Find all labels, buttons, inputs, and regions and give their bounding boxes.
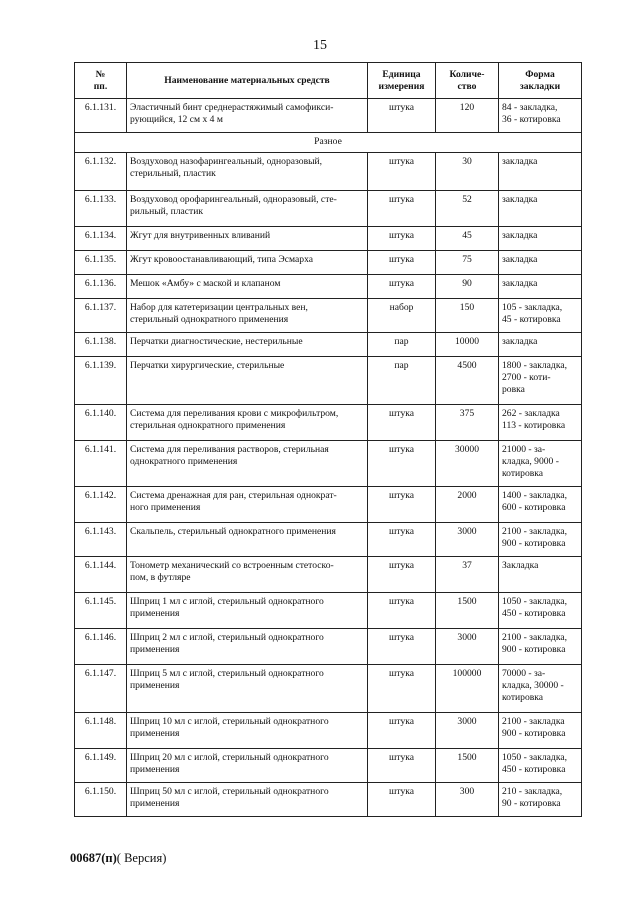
row-form: 105 - закладка, 45 - котировка xyxy=(499,299,582,333)
row-unit: штука xyxy=(368,523,436,557)
row-form: 21000 - за- кладка, 9000 - котировка xyxy=(499,441,582,487)
row-unit: штука xyxy=(368,593,436,629)
row-form: закладка xyxy=(499,227,582,251)
table-row xyxy=(75,251,582,275)
row-name: Тонометр механический со встроенным стетоско- пом, в футляре xyxy=(127,557,368,593)
row-unit: штука xyxy=(368,99,436,133)
table-row xyxy=(75,749,582,783)
row-num: 6.1.133. xyxy=(75,191,127,227)
row-form: Закладка xyxy=(499,557,582,593)
row-form: 262 - закладка 113 - котировка xyxy=(499,405,582,441)
row-unit: штука xyxy=(368,713,436,749)
row-form: 2100 - закладка, 900 - котировка xyxy=(499,629,582,665)
section-label: Разное xyxy=(75,133,582,153)
row-name: Мешок «Амбу» с маской и клапаном xyxy=(127,275,368,299)
row-form: 1400 - закладка, 600 - котировка xyxy=(499,487,582,523)
row-unit: штука xyxy=(368,227,436,251)
row-qty: 100000 xyxy=(436,665,499,713)
row-num: 6.1.131. xyxy=(75,99,127,133)
table-row xyxy=(75,275,582,299)
row-num: 6.1.134. xyxy=(75,227,127,251)
row-form: закладка xyxy=(499,333,582,357)
table-row xyxy=(75,783,582,817)
row-name: Перчатки хирургические, стерильные xyxy=(127,357,368,405)
row-num: 6.1.149. xyxy=(75,749,127,783)
row-form: 210 - закладка, 90 - котировка xyxy=(499,783,582,817)
row-form: 84 - закладка, 36 - котировка xyxy=(499,99,582,133)
row-unit: штука xyxy=(368,629,436,665)
row-num: 6.1.135. xyxy=(75,251,127,275)
row-name: Шприц 1 мл с иглой, стерильный однократного применения xyxy=(127,593,368,629)
footer-version: ( Версия) xyxy=(116,851,167,865)
row-name: Скальпель, стерильный однократного применения xyxy=(127,523,368,557)
row-unit: пар xyxy=(368,357,436,405)
header-unit: Единица измерения xyxy=(368,63,436,99)
row-num: 6.1.132. xyxy=(75,153,127,191)
row-name: Набор для катетеризации центральных вен, стерильный однократного применения xyxy=(127,299,368,333)
row-num: 6.1.150. xyxy=(75,783,127,817)
row-name: Шприц 10 мл с иглой, стерильный однократного применения xyxy=(127,713,368,749)
row-name: Жгут для внутривенных вливаний xyxy=(127,227,368,251)
table-row xyxy=(75,191,582,227)
row-unit: штука xyxy=(368,441,436,487)
footer xyxy=(70,851,166,866)
row-name: Эластичный бинт среднерастяжимый самофикси- рующийся, 12 см х 4 м xyxy=(127,99,368,133)
row-unit: штука xyxy=(368,487,436,523)
row-num: 6.1.140. xyxy=(75,405,127,441)
row-num: 6.1.142. xyxy=(75,487,127,523)
row-form: 1050 - закладка, 450 - котировка xyxy=(499,593,582,629)
row-name: Система для переливания крови с микрофильтром, стерильная однократного применения xyxy=(127,405,368,441)
table-row xyxy=(75,299,582,333)
row-qty: 2000 xyxy=(436,487,499,523)
table-row xyxy=(75,441,582,487)
row-qty: 1500 xyxy=(436,593,499,629)
row-num: 6.1.144. xyxy=(75,557,127,593)
row-qty: 375 xyxy=(436,405,499,441)
row-num: 6.1.145. xyxy=(75,593,127,629)
table-row xyxy=(75,593,582,629)
row-qty: 150 xyxy=(436,299,499,333)
row-qty: 90 xyxy=(436,275,499,299)
section-row xyxy=(75,133,582,153)
table-row xyxy=(75,99,582,133)
row-qty: 30 xyxy=(436,153,499,191)
row-num: 6.1.147. xyxy=(75,665,127,713)
row-num: 6.1.139. xyxy=(75,357,127,405)
row-qty: 52 xyxy=(436,191,499,227)
row-form: 2100 - закладка 900 - котировка xyxy=(499,713,582,749)
table-row xyxy=(75,153,582,191)
row-name: Шприц 2 мл с иглой, стерильный однократного применения xyxy=(127,629,368,665)
row-num: 6.1.143. xyxy=(75,523,127,557)
table-header-row xyxy=(75,63,582,99)
footer-code: 00687(п) xyxy=(70,851,117,865)
row-num: 6.1.148. xyxy=(75,713,127,749)
row-unit: штука xyxy=(368,783,436,817)
row-unit: штука xyxy=(368,405,436,441)
row-form: закладка xyxy=(499,153,582,191)
row-unit: штука xyxy=(368,251,436,275)
row-name: Перчатки диагностические, нестерильные xyxy=(127,333,368,357)
table-row xyxy=(75,487,582,523)
materials-table xyxy=(74,62,582,817)
table-row xyxy=(75,557,582,593)
row-name: Жгут кровоостанавливающий, типа Эсмарха xyxy=(127,251,368,275)
table-row xyxy=(75,523,582,557)
row-form: 1050 - закладка, 450 - котировка xyxy=(499,749,582,783)
row-name: Шприц 5 мл с иглой, стерильный однократного применения xyxy=(127,665,368,713)
header-num: № пп. xyxy=(75,63,127,99)
row-num: 6.1.136. xyxy=(75,275,127,299)
row-num: 6.1.146. xyxy=(75,629,127,665)
row-unit: штука xyxy=(368,275,436,299)
row-unit: штука xyxy=(368,749,436,783)
row-name: Воздуховод орофарингеальный, одноразовый, сте- рильный, пластик xyxy=(127,191,368,227)
row-form: закладка xyxy=(499,191,582,227)
row-unit: штука xyxy=(368,557,436,593)
row-num: 6.1.138. xyxy=(75,333,127,357)
row-qty: 45 xyxy=(436,227,499,251)
row-form: закладка xyxy=(499,275,582,299)
row-form: 2100 - закладка, 900 - котировка xyxy=(499,523,582,557)
table-row xyxy=(75,227,582,251)
row-unit: штука xyxy=(368,665,436,713)
row-qty: 1500 xyxy=(436,749,499,783)
row-name: Шприц 20 мл с иглой, стерильный однократного применения xyxy=(127,749,368,783)
header-form: Форма закладки xyxy=(499,63,582,99)
row-qty: 3000 xyxy=(436,713,499,749)
row-name: Воздуховод назофарингеальный, одноразовый, стерильный, пластик xyxy=(127,153,368,191)
table-row xyxy=(75,405,582,441)
row-num: 6.1.137. xyxy=(75,299,127,333)
row-qty: 3000 xyxy=(436,523,499,557)
table-row xyxy=(75,665,582,713)
row-unit: штука xyxy=(368,153,436,191)
table-row xyxy=(75,713,582,749)
table-row xyxy=(75,333,582,357)
row-qty: 75 xyxy=(436,251,499,275)
row-unit: набор xyxy=(368,299,436,333)
row-qty: 30000 xyxy=(436,441,499,487)
row-qty: 4500 xyxy=(436,357,499,405)
table-row xyxy=(75,629,582,665)
page-number: 15 xyxy=(313,38,327,53)
row-qty: 300 xyxy=(436,783,499,817)
row-qty: 10000 xyxy=(436,333,499,357)
row-form: закладка xyxy=(499,251,582,275)
header-name: Наименование материальных средств xyxy=(127,63,368,99)
row-name: Шприц 50 мл с иглой, стерильный однократного применения xyxy=(127,783,368,817)
row-name: Система для переливания растворов, стерильная однократного применения xyxy=(127,441,368,487)
row-num: 6.1.141. xyxy=(75,441,127,487)
row-name: Система дренажная для ран, стерильная однократ- ного применения xyxy=(127,487,368,523)
header-qty: Количе- ство xyxy=(436,63,499,99)
row-form: 70000 - за- кладка, 30000 - котировка xyxy=(499,665,582,713)
row-qty: 120 xyxy=(436,99,499,133)
row-form: 1800 - закладка, 2700 - коти- ровка xyxy=(499,357,582,405)
row-qty: 37 xyxy=(436,557,499,593)
table-row xyxy=(75,357,582,405)
row-unit: пар xyxy=(368,333,436,357)
row-qty: 3000 xyxy=(436,629,499,665)
row-unit: штука xyxy=(368,191,436,227)
